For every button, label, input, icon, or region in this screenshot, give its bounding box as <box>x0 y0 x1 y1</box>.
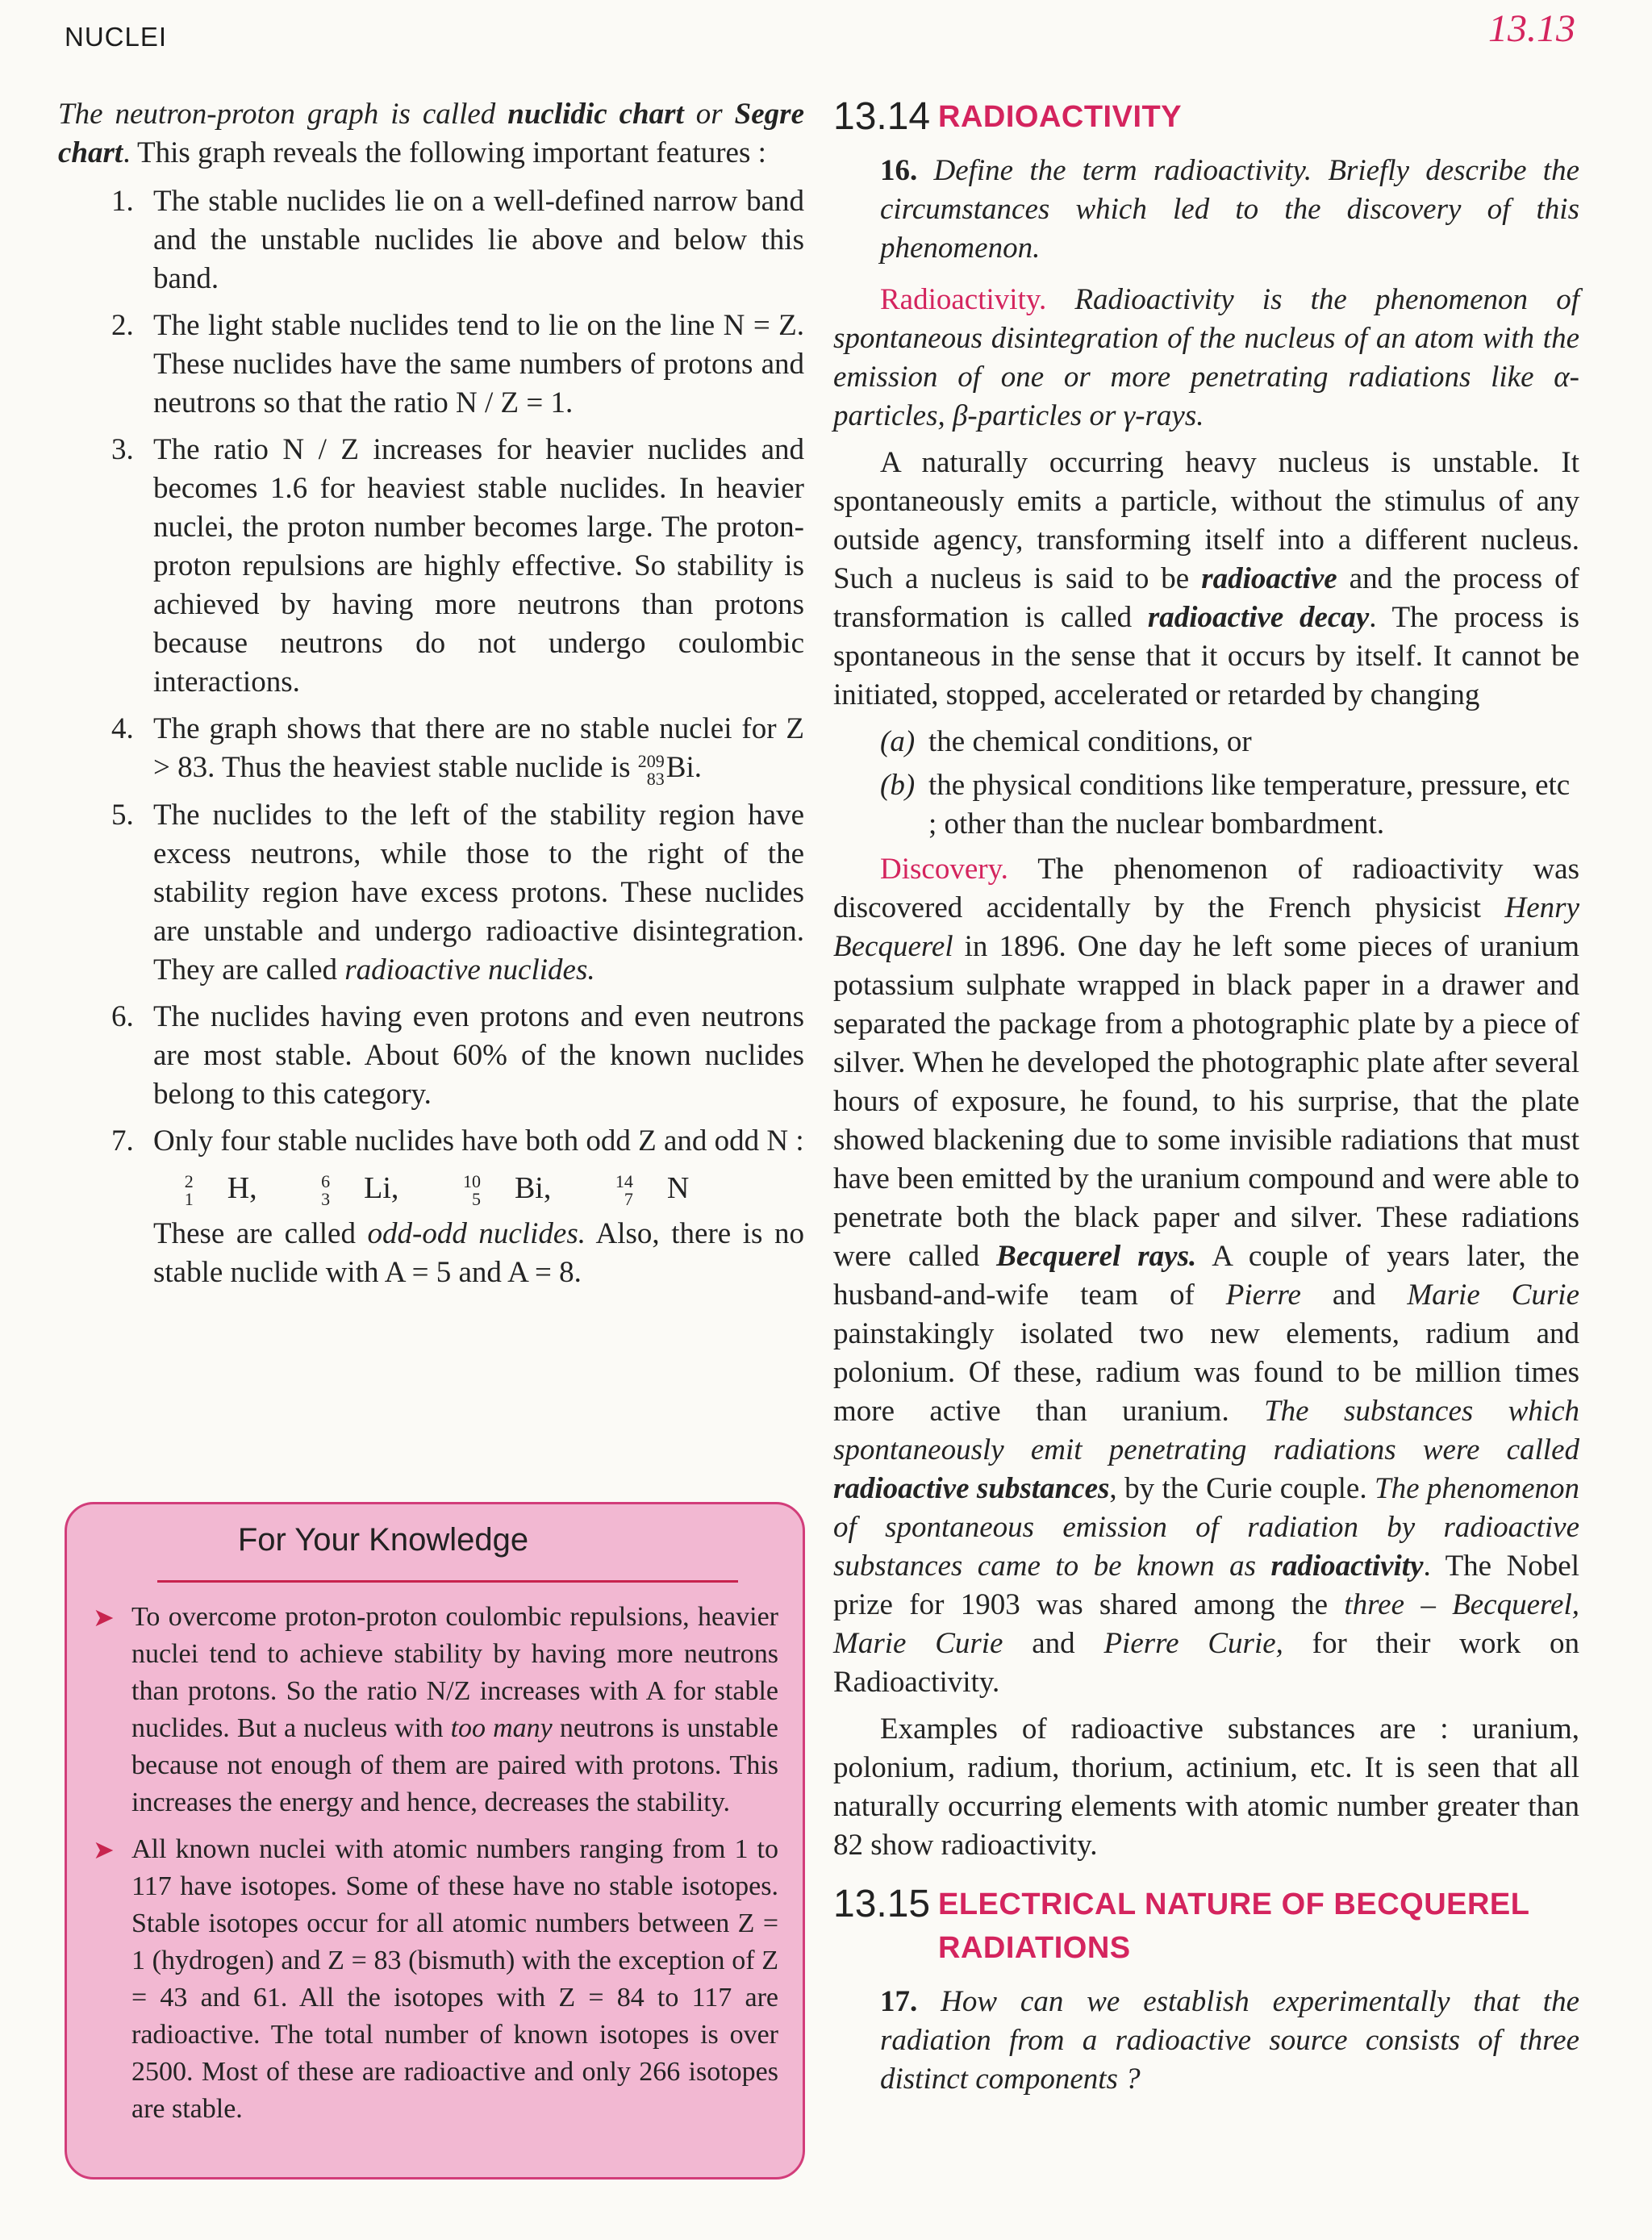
paragraph: A naturally occurring heavy nucleus is unstable. It spontaneously emits a particle, without the stimulus of any outside agency, transforming itself into a different nucleus. Such a nucleus is said to be radioactive and the process of transformation is called radioactive decay. The process is spontaneous in the sense that it occurs by itself. It cannot be initiated, stopped, accelerated or retarded by changing <box>833 446 1579 711</box>
running-head: NUCLEI <box>65 22 168 52</box>
list-item: ➤ All known nuclei with atomic numbers ranging from 1 to 117 have isotopes. Some of these have no stable isotopes. Stable isotopes occur for all atomic numbers between Z = 1 (hydrogen) and Z = 83 (bismuth) with the exception of Z = 43 and 61. All the isotopes with Z = 84 to 117 are radioactive. The total number of known isotopes is over 2500. Most of these are radioactive and only 266 isotopes are stable. <box>93 1831 778 2128</box>
list-item: 5. The nuclides to the left of the stability region have excess neutrons, while those to the right of the stability region have excess protons. These nuclides are unstable and undergo radioactive disintegration. They are called radioactive nuclides. <box>111 798 804 987</box>
right-column <box>833 95 1579 2112</box>
odd-odd-nuclides <box>58 1169 804 1208</box>
discovery-paragraph: Discovery. The phenomenon of radioactivity was discovered accidentally by the French physicist Henry Becquerel in 1896. One day he left some pieces of uranium potassium sulphate wrapped in black paper in a drawer and separated the package from a photographic plate by a piece of silver. When he developed the photographic plate after several hours of exposure, he found, to his surprise, that the plate showed blackening due to some invisible radiations that must have been emitted by the uranium compound and were able to penetrate both the black paper and silver. These radiations were called Becquerel rays. A couple of years later, the husband-and-wife team of Pierre and Marie Curie painstakingly isolated two new elements, radium and polonium. Of these, radium was found to be million times more active than uranium. The substances which spontaneously emit penetrating radiations were called radioactive substances, by the Curie couple. The phenomenon of spontaneous emission of radiation by radioactive substances came to be known as radioactivity. The Nobel prize for 1903 was shared among the three – Becquerel, Marie Curie and Pierre Curie, for their work on Radioactivity. <box>833 853 1580 1699</box>
features-list <box>58 182 804 1161</box>
nuclide: 14 7 N <box>615 1170 690 1209</box>
list-item: (a) the chemical conditions, or <box>880 725 1252 758</box>
question-17: 17. How can we establish experimentally that the radiation from a radioactive source consists of three distinct components ? <box>880 1985 1580 2096</box>
section-heading: 13.15 ELECTRICAL NATURE OF BECQUEREL RADIATIONS <box>833 1883 1529 1965</box>
intro-paragraph: The neutron-proton graph is called nuclidic chart or Segre chart. This graph reveals the following important features : <box>58 98 804 169</box>
arrow-bullet-icon: ➤ <box>93 1835 115 1864</box>
list-item: 7. Only four stable nuclides have both odd Z and odd N : <box>111 1124 804 1158</box>
knowledge-points <box>93 1599 778 2128</box>
list-item: 4. The graph shows that there are no stable nuclei for Z > 83. Thus the heaviest stable nuclide is 209 83 Bi. <box>111 712 804 789</box>
list-item: 2. The light stable nuclides tend to lie on the line N = Z. These nuclides have the same numbers of protons and neutrons so that the ratio N / Z = 1. <box>111 309 804 419</box>
question-16: 16. Define the term radioactivity. Briefly describe the circumstances which led to the discovery of this phenomenon. <box>880 154 1580 265</box>
odd-odd-note: These are called odd-odd nuclides. Also, there is no stable nuclide with A = 5 and A = 8. <box>153 1216 805 1289</box>
nuclide: 6 3 Li, <box>321 1170 399 1209</box>
conditions-list <box>833 723 1579 844</box>
list-item: ➤ To overcome proton-proton coulombic repulsions, heavier nuclei tend to achieve stability by having more neutrons than protons. So the ratio N/Z increases with A for stable nuclides. But a nucleus with too many neutrons is unstable because not enough of them are paired with protons. This increases the energy and hence, decreases the stability. <box>93 1599 778 1821</box>
for-your-knowledge-box <box>65 1502 805 2180</box>
nuclide-bismuth: 209 83 Bi. <box>637 750 702 789</box>
box-divider <box>157 1580 738 1583</box>
definition-paragraph: Radioactivity. Radioactivity is the phenomenon of spontaneous disintegration of the nucleus of an atom with the emission of one or more penetrating radiations like α-particles, β-particles or γ-rays. <box>833 283 1579 432</box>
arrow-bullet-icon: ➤ <box>93 1603 115 1632</box>
page-number: 13.13 <box>1488 7 1575 50</box>
list-item: 6. The nuclides having even protons and even neutrons are most stable. About 60% of the known nuclides belong to this category. <box>111 999 804 1111</box>
list-item: (b) the physical conditions like temperature, pressure, etc ; other than the nuclear bombardment. <box>880 769 1571 841</box>
nuclide: 10 5 Bi, <box>462 1170 552 1209</box>
section-heading: 13.14 RADIOACTIVITY <box>833 95 1183 138</box>
list-item: 3. The ratio N / Z increases for heavier nuclides and becomes 1.6 for heaviest stable nuclides. In heavier nuclei, the proton number becomes large. The proton-proton repulsions are highly effective. So stability is achieved by having more neutrons than protons because neutrons do not undergo coulombic interactions. <box>111 433 804 699</box>
left-column <box>58 95 804 1292</box>
box-title: For Your Knowledge <box>237 1522 529 1558</box>
examples-paragraph: Examples of radioactive substances are : uranium, polonium, radium, thorium, actinium, etc. It is seen that all naturally occurring elements with atomic number greater than 82 show radioactivity. <box>833 1712 1579 1862</box>
list-item: 1. The stable nuclides lie on a well-defined narrow band and the unstable nuclides lie above and below this band. <box>111 185 804 295</box>
nuclide: 2 1 H, <box>184 1170 257 1209</box>
